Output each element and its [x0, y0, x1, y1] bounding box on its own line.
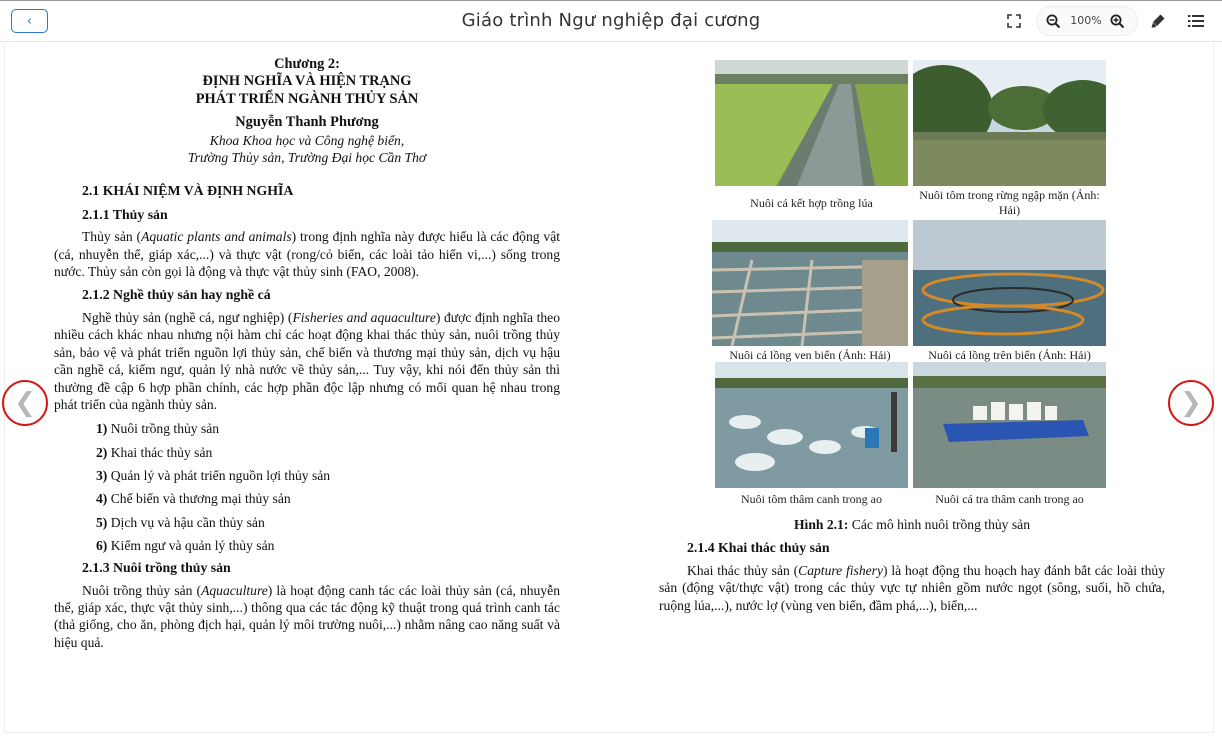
paragraph: Thủy sản (Aquatic plants and animals) trong định nghĩa này được hiểu là các động vật (cá, nhuyễn thể, giáp xác,...) và thực vật (rong/cỏ biển, các loài tảo hiển vi,...) sống trong nước. Thủy sản còn gọi là động và thực vật thủy sinh (FAO, 2008).	[54, 229, 561, 280]
chevron-left-icon: ❮	[14, 388, 36, 418]
photo-caption: Nuôi cá tra thâm canh trong ao	[935, 492, 1084, 506]
photo-rice-fish	[715, 60, 908, 186]
photo-mangrove-shrimp	[913, 60, 1106, 186]
left-page	[54, 56, 560, 651]
list-item: 3) Quản lý và phát triển nguồn lợi thủy sản	[96, 467, 331, 483]
photo-caption: Nuôi tôm trong rừng ngập mặn (Ảnh: Hải)	[919, 188, 1100, 217]
fullscreen-icon	[1007, 14, 1021, 28]
chapter-title-line-2: PHÁT TRIỂN NGÀNH THỦY SẢN	[195, 90, 419, 107]
zoom-in-button[interactable]	[1107, 11, 1127, 31]
paragraph: Nuôi trồng thủy sản (Aquaculture) là hoạt động canh tác các loài thủy sản (cá, nhuyễn thể, giáp xác, thực vật thủy sinh,...) thông qua các tác động kỹ thuật trong quá trình canh tác (thả giống, cho ăn, phòng địch hại, quản lý môi trường nuôi,...) nhằm nâng cao năng suất và hiệu quả.	[54, 582, 560, 650]
list-item: 1) Nuôi trồng thủy sản	[96, 421, 220, 437]
chevron-right-icon: ❯	[1180, 388, 1202, 418]
photo-caption: Nuôi tôm thâm canh trong ao	[741, 492, 882, 506]
zoom-level: 100%	[1070, 14, 1102, 27]
zoom-out-icon	[1046, 14, 1061, 29]
photo-coastal-cages	[712, 220, 908, 346]
author-affiliation-2: Trường Thủy sản, Trường Đại học Cần Thơ	[187, 150, 427, 166]
list-icon	[1188, 14, 1204, 28]
right-page	[659, 56, 1165, 614]
book-title: Giáo trình Ngư nghiệp đại cương	[461, 10, 761, 31]
list-item: 4) Chế biến và thương mại thủy sản	[96, 491, 291, 507]
photo-caption: Nuôi cá lồng trên biển (Ảnh: Hải)	[928, 348, 1091, 362]
fullscreen-button[interactable]	[1004, 11, 1024, 31]
previous-page-button[interactable]	[2, 380, 48, 426]
next-page-button[interactable]	[1168, 380, 1214, 426]
photo-sea-cages	[913, 220, 1106, 346]
chapter-title-line-1: ĐỊNH NGHĨA VÀ HIỆN TRẠNG	[202, 73, 412, 90]
photo-shrimp-pond	[715, 362, 908, 488]
subsection-heading: 2.1.2 Nghề thủy sản hay nghề cá	[82, 287, 271, 303]
zoom-in-icon	[1110, 14, 1125, 29]
chapter-number: Chương 2:	[274, 56, 340, 72]
chevron-left-icon: ‹	[26, 13, 33, 29]
list-item: 5) Dịch vụ và hậu cần thủy sản	[96, 514, 265, 530]
photo-pangasius-pond	[913, 362, 1106, 488]
list-item: 2) Khai thác thủy sản	[96, 444, 213, 460]
zoom-out-button[interactable]	[1043, 11, 1063, 31]
paragraph: Nghề thủy sản (nghề cá, ngư nghiệp) (Fisheries and aquaculture) được định nghĩa theo nhiều cách khác nhau nhưng nội hàm chỉ các hoạt động khai thác thủy sản, nuôi trồng thủy sản, bảo vệ và phát triển nguồn lợi thủy sản, chế biến và thương mại thủy sản, dịch vụ hậu cần nghề cá, kiểm ngư, quản lý nhà nước về thủy sản,... Tuy vậy, khi nói đến thủy sản thì thường đề cập 6 hợp phần chính, các hợp phần độc lập nhưng có mối quan hệ nhau trong phát triển của ngành thủy sản.	[54, 309, 561, 412]
list-item: 6) Kiểm ngư và quản lý thủy sản	[96, 537, 275, 553]
author-affiliation-1: Khoa Khoa học và Công nghệ biển,	[209, 132, 405, 148]
section-heading: 2.1 KHÁI NIỆM VÀ ĐỊNH NGHĨA	[82, 183, 294, 199]
photo-caption: Nuôi cá kết hợp trồng lúa	[750, 196, 873, 210]
toc-button[interactable]	[1186, 11, 1206, 31]
photo-caption: Nuôi cá lồng ven biển (Ảnh: Hải)	[729, 348, 891, 362]
highlighter-icon	[1150, 13, 1166, 29]
author-name: Nguyễn Thanh Phương	[235, 114, 379, 131]
figure-caption: Hình 2.1: Các mô hình nuôi trồng thủy sản	[793, 517, 1030, 532]
component-list	[96, 417, 560, 557]
highlighter-button[interactable]	[1148, 11, 1168, 31]
toolbar	[0, 0, 1222, 42]
figure-photos	[659, 56, 1165, 508]
subsection-heading: 2.1.3 Nuôi trồng thủy sản	[82, 560, 231, 576]
subsection-heading: 2.1.1 Thủy sản	[82, 206, 168, 222]
subsection-heading: 2.1.4 Khai thác thủy sản	[687, 540, 830, 556]
paragraph: Khai thác thủy sản (Capture fishery) là hoạt động thu hoạch hay đánh bắt các loài thủy sản (động vật/thực vật) trong các thủy vực tự nhiên gồm nước ngọt (sông, suối, hồ chứa, ruộng lúa,...), nước lợ (vùng ven biển, đầm phá,...), biển,...	[659, 562, 1166, 613]
